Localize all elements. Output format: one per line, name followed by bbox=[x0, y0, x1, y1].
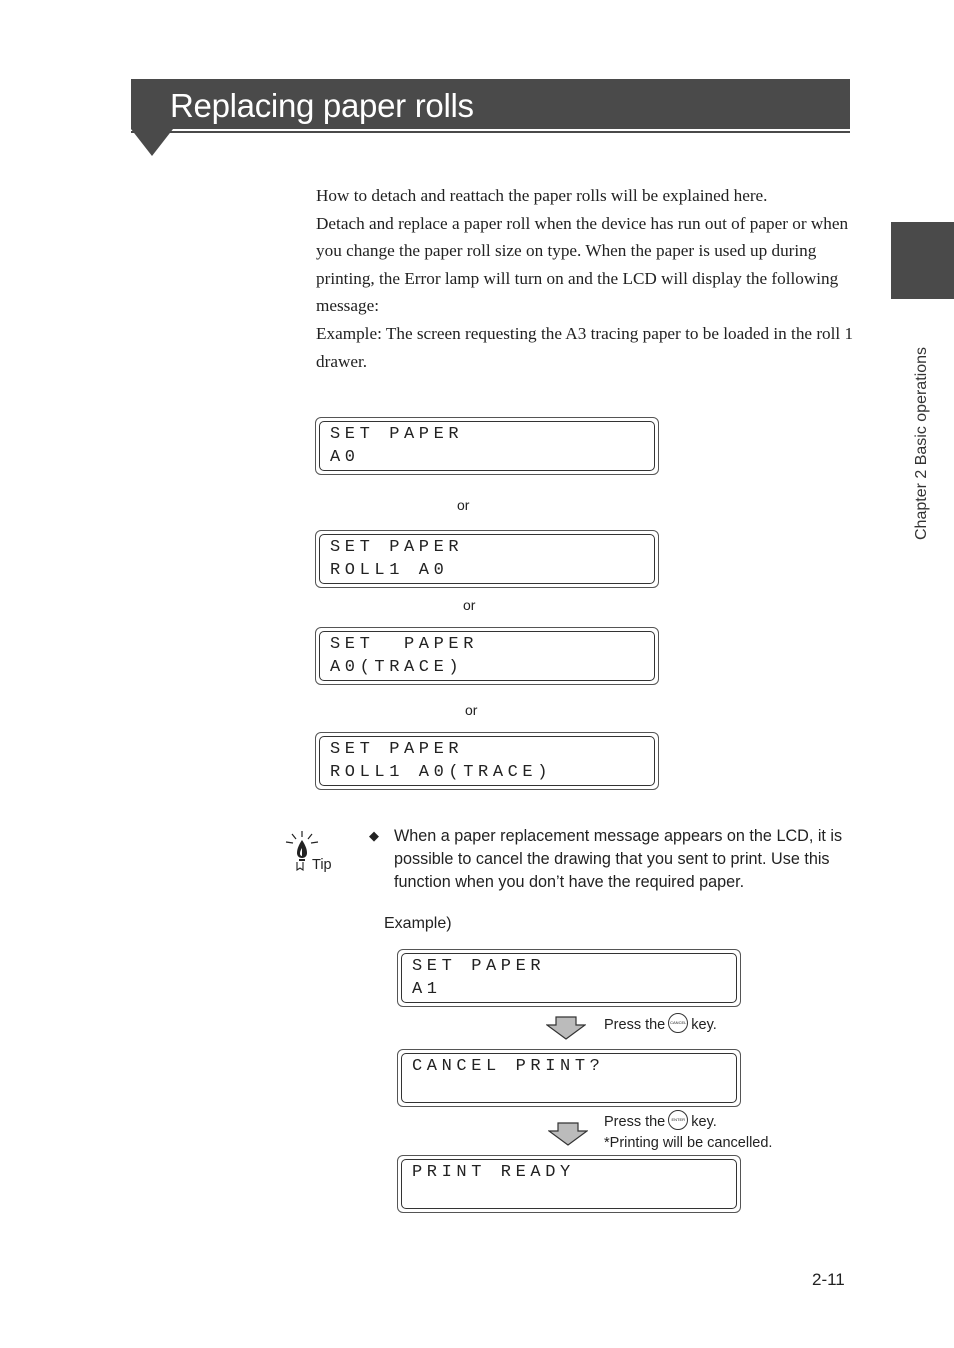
example-label: Example) bbox=[384, 915, 452, 932]
chapter-tab bbox=[891, 222, 954, 299]
lcd-display bbox=[315, 530, 659, 588]
lcd-display bbox=[315, 732, 659, 790]
enter-key-icon: ENTER bbox=[668, 1110, 688, 1130]
step-instruction bbox=[604, 1112, 717, 1132]
intro-paragraph: Example: The screen requesting the A3 tracing paper to be loaded in the roll 1 drawer. bbox=[316, 323, 854, 371]
lcd-display bbox=[315, 627, 659, 685]
step-text: key. bbox=[691, 1016, 717, 1033]
tip-text: When a paper replacement message appears on the LCD, it is possible to cancel the drawing that you sent to print. Use this function when you don’t have the required paper. bbox=[394, 827, 843, 891]
intro-paragraph: How to detach and reattach the paper rolls will be explained here. bbox=[316, 186, 768, 205]
chapter-label: Chapter 2 Basic operations bbox=[913, 347, 930, 540]
lcd-line: SET PAPER bbox=[330, 538, 464, 557]
title-notch-decoration bbox=[131, 129, 173, 156]
cancellation-note: *Printing will be cancelled. bbox=[604, 1135, 773, 1151]
lcd-display bbox=[397, 1049, 741, 1107]
tip-label: Tip bbox=[312, 857, 332, 873]
lcd-display bbox=[315, 417, 659, 475]
lcd-line: ROLL1 A0(TRACE) bbox=[330, 763, 553, 782]
lcd-line: SET PAPER bbox=[330, 635, 479, 654]
title-underline bbox=[131, 131, 850, 133]
cancel-key-icon: CANCEL bbox=[668, 1013, 688, 1033]
lcd-line: PRINT READY bbox=[412, 1163, 575, 1182]
down-arrow-icon bbox=[546, 1016, 586, 1040]
lcd-line: A0(TRACE) bbox=[330, 658, 464, 677]
intro-paragraph: Detach and replace a paper roll when the device has run out of paper or when you change the paper roll size on type. When the paper is used up during printing, the Error lamp will turn on and the LCD will display the following message: bbox=[316, 213, 849, 316]
page-title: Replacing paper rolls bbox=[170, 87, 474, 124]
lcd-screen bbox=[319, 631, 655, 681]
lcd-screen bbox=[319, 534, 655, 584]
step-text: key. bbox=[691, 1113, 717, 1130]
lcd-line: SET PAPER bbox=[412, 957, 546, 976]
lcd-screen bbox=[401, 1159, 737, 1209]
down-arrow-icon bbox=[548, 1122, 588, 1146]
lcd-screen bbox=[401, 953, 737, 1003]
or-separator: or bbox=[457, 497, 470, 513]
lcd-screen bbox=[319, 421, 655, 471]
lcd-display bbox=[397, 949, 741, 1007]
lcd-display bbox=[397, 1155, 741, 1213]
lcd-line: ROLL1 A0 bbox=[330, 561, 449, 580]
lcd-line: CANCEL PRINT? bbox=[412, 1057, 605, 1076]
lcd-line: A0 bbox=[330, 448, 360, 467]
intro-text bbox=[316, 182, 856, 375]
lcd-screen bbox=[319, 736, 655, 786]
lcd-line: SET PAPER bbox=[330, 425, 464, 444]
lcd-screen bbox=[401, 1053, 737, 1103]
or-separator: or bbox=[465, 702, 478, 718]
diamond-bullet-icon: ◆ bbox=[369, 828, 379, 843]
step-text: Press the bbox=[604, 1113, 666, 1130]
lcd-line: SET PAPER bbox=[330, 740, 464, 759]
page-number: 2-11 bbox=[812, 1270, 845, 1289]
lcd-line: A1 bbox=[412, 980, 442, 999]
section-title-banner bbox=[131, 79, 850, 129]
or-separator: or bbox=[463, 597, 476, 613]
step-instruction bbox=[604, 1015, 717, 1035]
tip-icon bbox=[284, 828, 336, 876]
step-text: Press the bbox=[604, 1016, 666, 1033]
